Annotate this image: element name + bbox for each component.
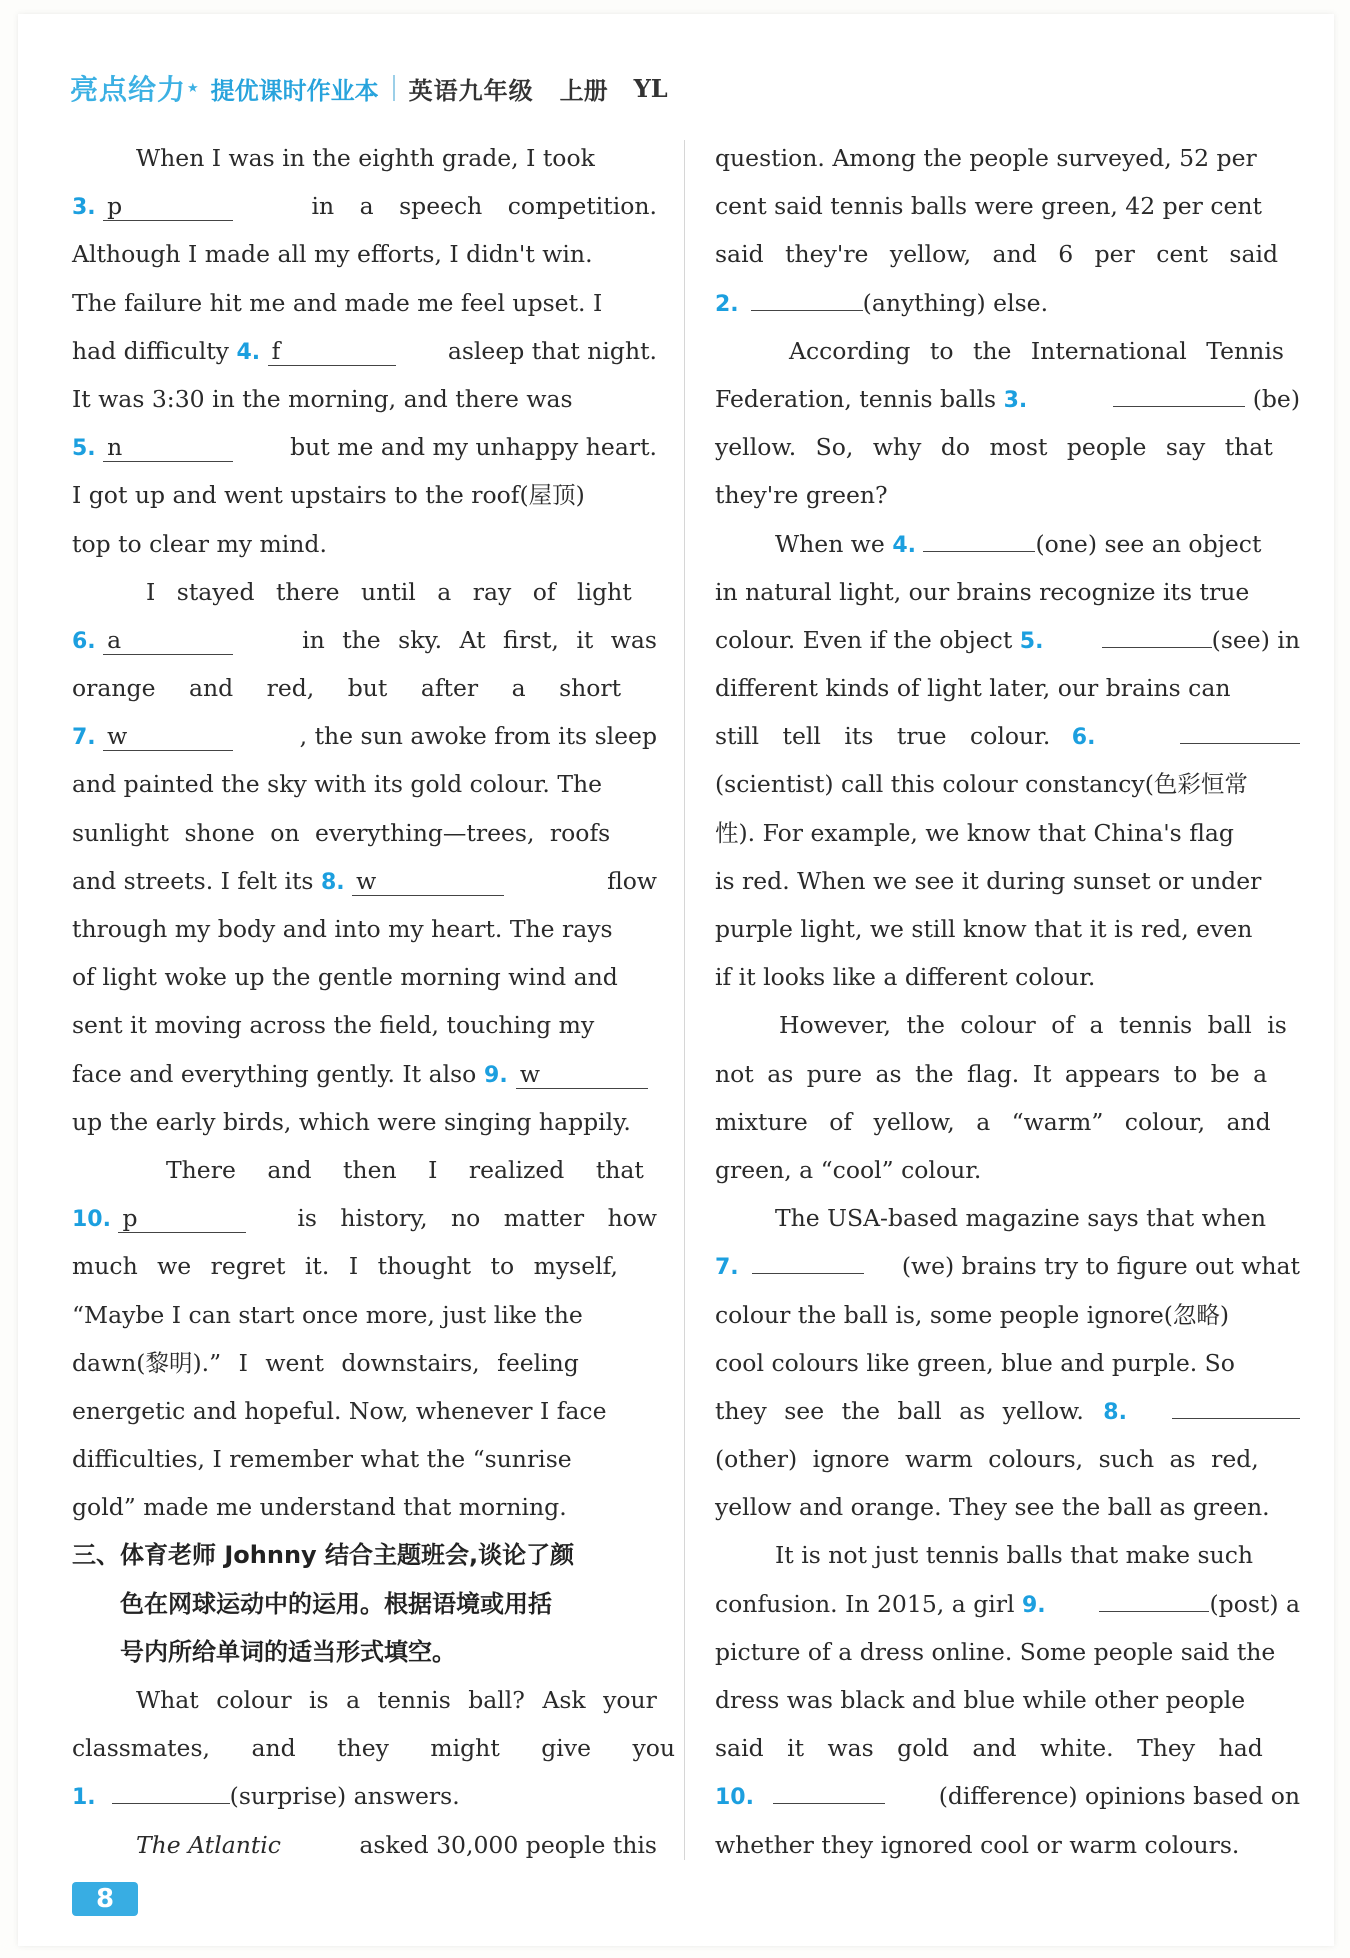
text: whether they ignored cool or warm colours. xyxy=(715,1830,1240,1859)
text-line xyxy=(72,182,657,230)
answer-blank[interactable]: w xyxy=(352,866,504,896)
answer-blank[interactable] xyxy=(1113,377,1245,407)
text-line xyxy=(72,1724,676,1772)
text: colour. Even if the object xyxy=(715,625,1013,654)
text-line xyxy=(715,1628,1300,1676)
answer-blank[interactable]: w xyxy=(516,1059,648,1089)
text-line xyxy=(715,1772,1300,1820)
text: , the sun awoke from its sleep xyxy=(299,722,657,751)
text-line xyxy=(72,1098,657,1146)
text-line xyxy=(715,471,1300,519)
question-number: 7. xyxy=(72,725,96,751)
text: through my body and into my heart. The rays xyxy=(72,915,613,943)
text-line xyxy=(72,327,657,375)
text: orange and red, but after a short xyxy=(72,674,622,703)
text-line xyxy=(72,1001,657,1049)
text: However, the colour of a tennis ball is xyxy=(779,1011,1287,1040)
text: sunlight shone on everything—trees, roofs xyxy=(72,818,611,847)
text-line xyxy=(715,279,1300,327)
text-line xyxy=(715,182,1300,230)
text-line xyxy=(72,905,657,953)
text: mixture of yellow, a “warm” colour, and xyxy=(715,1107,1271,1136)
magazine-title: The Atlantic xyxy=(136,1830,281,1859)
text: is history, no matter how xyxy=(297,1204,657,1233)
text: difficulties, I remember what the “sunrise xyxy=(72,1445,572,1474)
subject-label: 英语九年级 xyxy=(408,76,534,105)
question-number: 9. xyxy=(484,1062,508,1088)
text: (one) see an object xyxy=(1035,529,1262,558)
text: had difficulty xyxy=(72,336,229,365)
text-line xyxy=(715,1483,1300,1531)
question-number: 3. xyxy=(72,195,96,221)
text-line xyxy=(715,1580,1300,1628)
question-number: 6. xyxy=(1071,725,1096,751)
text-line xyxy=(72,1339,657,1387)
text: Federation, tennis balls xyxy=(715,384,997,413)
text: asleep that night. xyxy=(447,336,657,365)
text-line xyxy=(715,664,1300,712)
text: but me and my unhappy heart. xyxy=(290,433,657,462)
text-line xyxy=(72,809,657,857)
text-line xyxy=(715,1242,1300,1290)
brand-logo: 亮点给力 xyxy=(70,73,187,106)
text: said it was gold and white. They had xyxy=(715,1734,1263,1763)
text: Although I made all my efforts, I didn't win. xyxy=(72,240,593,269)
text-line xyxy=(715,1676,1300,1724)
question-number: 4. xyxy=(892,532,916,558)
question-number: 5. xyxy=(1019,628,1044,654)
text-line xyxy=(715,1194,1300,1242)
answer-blank[interactable] xyxy=(752,1244,864,1274)
text: energetic and hopeful. Now, whenever I face xyxy=(72,1396,607,1425)
text: I stayed there until a ray of light xyxy=(146,577,632,606)
star-icon: ★ xyxy=(187,80,199,96)
text-line xyxy=(715,1050,1300,1098)
text: cent said tennis balls were green, 42 per cent xyxy=(715,192,1262,221)
answer-blank[interactable] xyxy=(751,281,863,311)
text: What colour is a tennis ball? Ask your xyxy=(136,1686,657,1714)
answer-blank[interactable]: p xyxy=(118,1203,246,1233)
text-line xyxy=(715,375,1300,423)
text: and painted the sky with its gold colour. The xyxy=(72,770,603,799)
section-heading xyxy=(72,1628,657,1676)
text-line xyxy=(715,1001,1300,1049)
text: sent it moving across the field, touching my xyxy=(72,1011,595,1040)
text: It is not just tennis balls that make such xyxy=(775,1541,1254,1570)
answer-blank[interactable] xyxy=(923,522,1035,552)
text-line xyxy=(72,1146,657,1194)
heading-text: 号内所给单词的适当形式填空。 xyxy=(120,1637,456,1666)
text-line xyxy=(72,423,657,471)
question-number: 1. xyxy=(72,1785,96,1811)
text-line xyxy=(72,760,657,808)
text: (post) a xyxy=(1209,1589,1300,1618)
text: they see the ball as yellow. xyxy=(715,1396,1084,1425)
text: question. Among the people surveyed, 52 per xyxy=(715,144,1257,172)
question-number: 8. xyxy=(1103,1399,1127,1425)
question-number: 2. xyxy=(715,291,739,317)
text: confusion. In 2015, a girl xyxy=(715,1589,1015,1618)
text: (scientist) call this colour constancy(色彩恒常 xyxy=(715,770,1248,799)
text: 性). For example, we know that China's flag xyxy=(715,818,1234,847)
text: When we xyxy=(775,529,885,558)
text: top to clear my mind. xyxy=(72,529,327,558)
text-line xyxy=(72,1435,657,1483)
text: cool colours like green, blue and purple. So xyxy=(715,1348,1235,1377)
text: dawn(黎明).” I went downstairs, feeling xyxy=(72,1348,579,1377)
text: in a speech competition. xyxy=(311,192,657,221)
text-line xyxy=(715,1098,1300,1146)
text-line xyxy=(72,1242,657,1290)
text-line xyxy=(72,1483,657,1531)
text: classmates, and they might give you xyxy=(72,1734,676,1763)
text-line xyxy=(715,616,1300,664)
text-line xyxy=(72,953,657,1001)
section-heading xyxy=(72,1531,657,1579)
text-line xyxy=(72,471,657,519)
question-number: 7. xyxy=(715,1255,739,1281)
text: dress was black and blue while other people xyxy=(715,1686,1246,1714)
text-line xyxy=(715,1724,1300,1772)
text: they're green? xyxy=(715,481,888,510)
text: I got up and went upstairs to the roof(屋顶) xyxy=(72,481,585,510)
answer-blank[interactable] xyxy=(112,1774,230,1804)
text-line xyxy=(715,712,1300,760)
text: up the early birds, which were singing happily. xyxy=(72,1107,631,1136)
text-line xyxy=(72,1772,657,1820)
text-line xyxy=(715,1387,1300,1435)
question-number: 10. xyxy=(72,1207,111,1233)
text-line xyxy=(72,279,657,327)
text: colour the ball is, some people ignore(忽略) xyxy=(715,1300,1230,1329)
text-line xyxy=(715,568,1300,616)
text: (we) brains try to figure out what xyxy=(901,1252,1300,1281)
answer-blank[interactable] xyxy=(773,1774,885,1804)
text: said they're yellow, and 6 per cent said xyxy=(715,240,1279,269)
text: much we regret it. I thought to myself, xyxy=(72,1252,618,1281)
answer-blank[interactable]: p xyxy=(103,191,233,221)
text: and streets. I felt its xyxy=(72,866,314,895)
volume-label: 上册 xyxy=(559,76,608,105)
heading-text: 色在网球运动中的运用。根据语境或用括 xyxy=(120,1589,552,1618)
text-line xyxy=(72,230,657,278)
page-header xyxy=(70,68,668,108)
text: (be) xyxy=(1252,384,1300,413)
text: The failure hit me and made me feel upset. I xyxy=(72,288,603,317)
text-line xyxy=(715,809,1300,857)
answer-blank[interactable]: w xyxy=(103,721,233,751)
header-divider xyxy=(393,75,395,101)
text: face and everything gently. It also xyxy=(72,1059,477,1088)
text: if it looks like a different colour. xyxy=(715,963,1096,992)
answer-blank[interactable] xyxy=(1172,1389,1300,1419)
text-line xyxy=(72,1676,657,1724)
text-line xyxy=(72,664,657,712)
text: It was 3:30 in the morning, and there was xyxy=(72,384,573,413)
text: (see) in xyxy=(1211,625,1300,654)
question-number: 9. xyxy=(1021,1592,1046,1618)
question-number: 3. xyxy=(1003,387,1028,413)
text: yellow and orange. They see the ball as green. xyxy=(715,1493,1270,1522)
text-line xyxy=(72,568,657,616)
text-line xyxy=(72,1050,657,1098)
text: According to the International Tennis xyxy=(789,336,1284,365)
text-line xyxy=(72,616,657,664)
answer-blank[interactable] xyxy=(1102,618,1212,648)
text: different kinds of light later, our brains can xyxy=(715,674,1231,703)
question-number: 6. xyxy=(72,628,96,654)
text-line xyxy=(72,1387,657,1435)
text: There and then I realized that xyxy=(166,1155,644,1184)
text-line xyxy=(715,857,1300,905)
answer-blank[interactable]: n xyxy=(103,432,233,462)
text: in natural light, our brains recognize its true xyxy=(715,577,1250,606)
text-line xyxy=(715,1435,1300,1483)
text: in the sky. At first, it was xyxy=(302,625,657,654)
column-divider xyxy=(684,140,685,1860)
left-column xyxy=(72,134,676,1869)
text: The USA-based magazine says that when xyxy=(775,1204,1266,1233)
answer-blank[interactable]: a xyxy=(103,625,233,655)
text-line xyxy=(715,1291,1300,1339)
heading-text: 三、体育老师 Johnny 结合主题班会,谈论了颜 xyxy=(72,1541,575,1570)
right-column xyxy=(715,134,1300,1869)
text: (surprise) answers. xyxy=(229,1782,460,1811)
text-line xyxy=(72,1194,657,1242)
series-title: 提优课时作业本 xyxy=(210,76,379,105)
text: purple light, we still know that it is red, even xyxy=(715,915,1253,943)
answer-blank[interactable] xyxy=(1180,714,1300,744)
text-line xyxy=(72,375,657,423)
text-line xyxy=(715,905,1300,953)
answer-blank[interactable]: f xyxy=(268,336,396,366)
question-number: 4. xyxy=(236,339,261,365)
section-heading xyxy=(72,1580,657,1628)
page-number-badge: 8 xyxy=(72,1882,138,1916)
text-line xyxy=(715,423,1300,471)
edition-label: YL xyxy=(633,73,668,103)
text-line xyxy=(715,760,1300,808)
text: is red. When we see it during sunset or under xyxy=(715,866,1262,895)
text: (other) ignore warm colours, such as red, xyxy=(715,1445,1259,1474)
text-line xyxy=(715,1821,1300,1869)
text: of light woke up the gentle morning wind and xyxy=(72,963,618,992)
text: flow xyxy=(607,866,657,895)
text-line xyxy=(72,134,657,182)
text: picture of a dress online. Some people said the xyxy=(715,1637,1276,1666)
text-line xyxy=(72,1821,657,1869)
question-number: 5. xyxy=(72,436,96,462)
text-line xyxy=(715,1531,1300,1579)
text: “Maybe I can start once more, just like the xyxy=(72,1300,583,1329)
text-line xyxy=(72,520,657,568)
text: gold” made me understand that morning. xyxy=(72,1493,567,1522)
text-line xyxy=(715,230,1300,278)
text-line xyxy=(72,712,657,760)
text-line xyxy=(715,327,1300,375)
text-line xyxy=(715,134,1300,182)
text-line xyxy=(715,1146,1300,1194)
text: not as pure as the flag. It appears to be a xyxy=(715,1059,1268,1088)
question-number: 10. xyxy=(715,1785,754,1811)
text: (difference) opinions based on xyxy=(938,1782,1300,1811)
text-line xyxy=(715,520,1300,568)
text: still tell its true colour. xyxy=(715,722,1051,751)
text-line xyxy=(72,1291,657,1339)
text: yellow. So, why do most people say that xyxy=(715,433,1273,462)
text-line xyxy=(715,953,1300,1001)
text: asked 30,000 people this xyxy=(359,1830,657,1859)
text-line xyxy=(715,1339,1300,1387)
question-number: 8. xyxy=(320,869,345,895)
answer-blank[interactable] xyxy=(1099,1582,1209,1612)
text: green, a “cool” colour. xyxy=(715,1155,982,1184)
text-line xyxy=(72,857,657,905)
text: When I was in the eighth grade, I took xyxy=(136,144,595,172)
text: (anything) else. xyxy=(862,288,1049,317)
